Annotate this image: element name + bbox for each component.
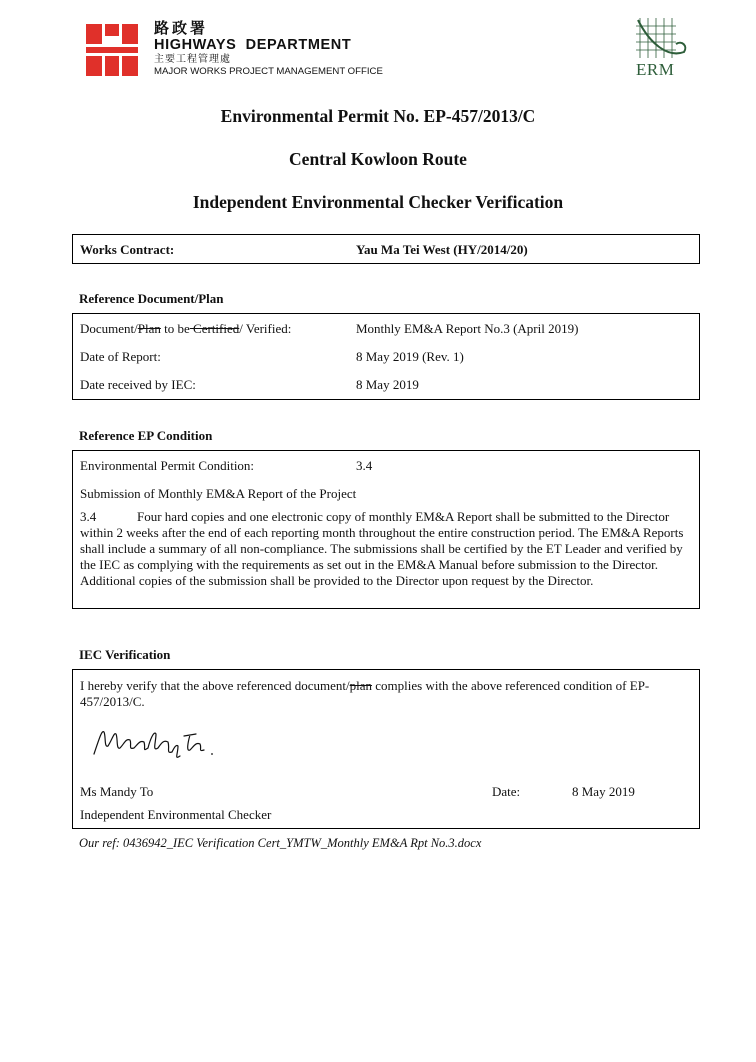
handwritten-signature [92,726,218,762]
statement-plan-struck: plan [349,678,373,693]
reference-document-heading: Reference Document/Plan [79,291,224,306]
date-of-report-label: Date of Report: [80,349,161,364]
works-contract-label: Works Contract: [80,242,175,257]
document-label-certified-struck: Certified [189,321,240,336]
document-reference: Our ref: 0436942_IEC Verification Cert_YMTW_Monthly EM&A Rpt No.3.docx [79,836,482,850]
verification-statement [80,678,694,710]
permit-condition-value: 3.4 [356,458,373,473]
statement-part: I hereby verify that the above referenced document/ [80,678,350,693]
office-name-chinese: 主要工程管理處 [154,54,231,65]
works-contract-value: Yau Ma Tei West (HY/2014/20) [356,242,528,257]
works-contract-box [72,234,700,264]
office-name-english: MAJOR WORKS PROJECT MANAGEMENT OFFICE [154,66,383,77]
clause-text: Four hard copies and one electronic copy of monthly EM&A Report shall be submitted to the Director within 2 weeks after the end of each reporting month throughout the entire construction period. The EM&A Reports shall include a summary of all non-compliance. The submissions shall be certified by the ET Leader and verified by the IEC as complying with the requirements as set out in the EM&A Manual before submission to the Director. Additional copies of the submission shall be provided to the Director upon request by the Director. [80,509,684,588]
verification-title: Independent Environmental Checker Verification [192,192,564,212]
document-value: Monthly EM&A Report No.3 (April 2019) [356,321,579,336]
department-name-english: HIGHWAYS DEPARTMENT [154,37,352,53]
route-title: Central Kowloon Route [289,149,467,169]
reference-ep-box [72,450,700,609]
reference-ep-heading: Reference EP Condition [79,428,213,443]
permit-condition-label: Environmental Permit Condition: [80,458,255,473]
condition-clause [80,509,694,589]
date-received-label: Date received by IEC: [80,377,196,392]
document-label-plan-struck: Plan [137,321,161,336]
clause-number: 3.4 [80,509,97,524]
erm-label: ERM [636,60,675,79]
signature-date-label: Date: [492,784,521,799]
document-label-part: / Verified: [239,321,292,336]
department-name-chinese: 路政署 [154,19,209,37]
date-of-report-value: 8 May 2019 (Rev. 1) [356,349,464,364]
permit-title: Environmental Permit No. EP-457/2013/C [220,106,536,126]
document-label-part: Document/ [80,321,138,336]
date-received-value: 8 May 2019 [356,377,419,392]
condition-subject: Submission of Monthly EM&A Report of the Project [80,486,357,501]
document-label [80,321,291,337]
highways-department-logo [84,22,140,78]
signatory-title: Independent Environmental Checker [80,807,272,822]
signatory-name: Ms Mandy To [80,784,154,799]
document-label-part: to be [160,321,190,336]
signature-date-value: 8 May 2019 [572,784,635,799]
iec-verification-heading: IEC Verification [79,647,171,662]
statement-part: complies with the above referenced condition of EP-457/2013/C. [80,678,650,709]
reference-document-box [72,313,700,400]
department-heading [154,20,383,78]
